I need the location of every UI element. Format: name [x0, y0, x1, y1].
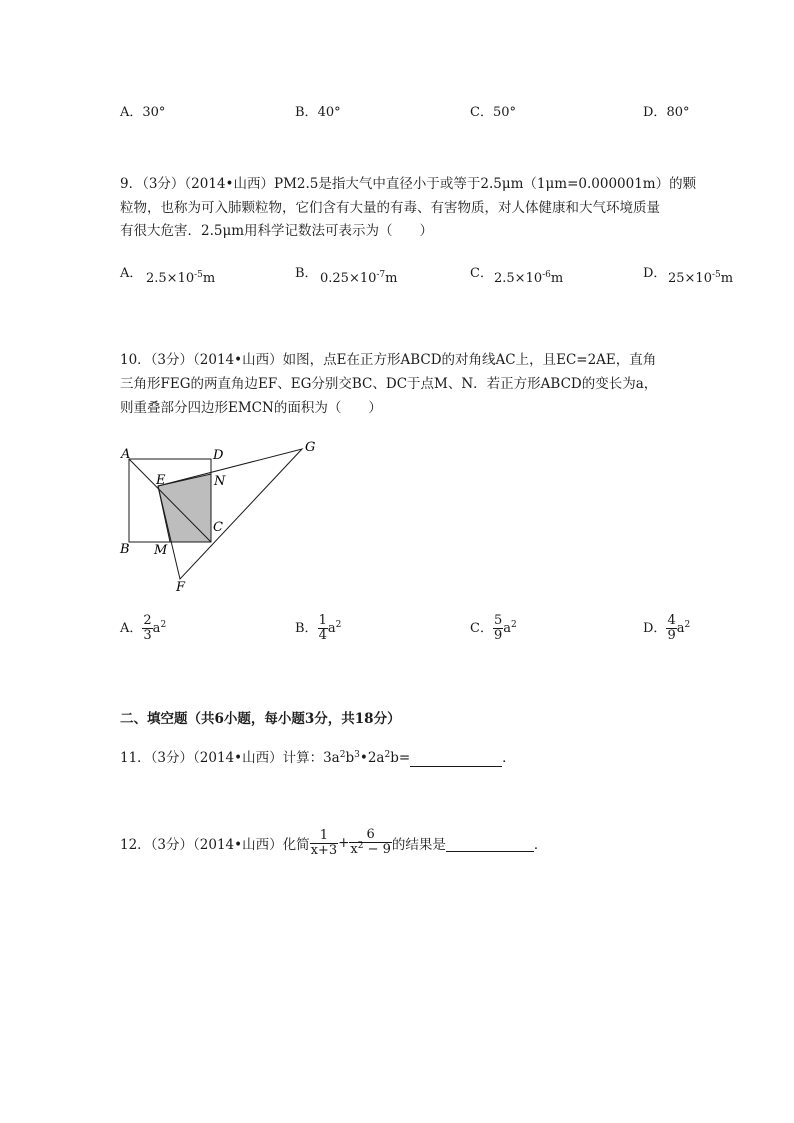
option-text: 30°	[142, 105, 166, 120]
q9-option-d	[643, 262, 666, 281]
question-12: 12．（3分）（2014•山西）化简 $\frac{1}{x+3}$ + $\frac{6}{x^2 - 9}$ 的结果是 ．	[120, 827, 548, 858]
section-2-heading: 二、填空题（共6小题，每小题3分，共18分）	[120, 711, 401, 727]
q8-option-b	[295, 101, 341, 120]
q12-answer-blank[interactable]	[446, 835, 534, 852]
q9-line-3: 有很大危害．2.5μm用科学记数法可表示为（ ）	[120, 223, 434, 239]
label-a: A	[121, 447, 131, 462]
q10-option-b: B． $\frac{1}{4}$ $a^2$	[295, 613, 342, 643]
q10-line-2: 三角形FEG的两直角边EF、EG分别交BC、DC于点M、N．若正方形ABCD的变长为a，	[120, 376, 658, 392]
q10-line-1: 10．（3分）（2014•山西）如图，点E在正方形ABCD的对角线AC上，且EC=2AE，直角	[120, 352, 657, 368]
fraction: $\frac{2}{3}$	[143, 613, 152, 643]
label-g: G	[305, 440, 316, 455]
option-text: 40°	[317, 105, 341, 120]
q9-line-2: 粒物，也称为可入肺颗粒物，它们含有大量的有毒、有害物质，对人体健康和大气环境质量	[120, 200, 660, 216]
q10-option-a: A． $\frac{2}{3}$ $a^2$	[120, 613, 167, 643]
label-n: N	[214, 474, 226, 489]
label-e: E	[156, 473, 166, 488]
q11-prefix: 11．（3分）（2014•山西）计算：3a	[120, 750, 340, 766]
question-11: 11．（3分）（2014•山西）计算：$3a^2b^3•2a^2b=$ ．	[120, 750, 516, 766]
label-d: D	[213, 448, 224, 463]
option-letter: D．	[643, 621, 667, 636]
option-text: 80°	[666, 105, 690, 120]
option-letter: C．	[470, 266, 493, 281]
fraction: $\frac{4}{9}$	[667, 613, 676, 643]
option-letter: C．	[470, 105, 493, 120]
q10-line-3: 则重叠部分四边形EMCN的面积为（ ）	[120, 400, 382, 416]
option-letter: B．	[295, 266, 318, 281]
q12-fraction-2: $\frac{6}{x^2 - 9}$	[350, 827, 391, 857]
q9-option-c-value: $2.5\times 10^{-6}m$	[494, 270, 564, 286]
q12-fraction-1: $\frac{1}{x+3}$	[310, 827, 338, 858]
option-letter: A．	[120, 266, 143, 281]
q12-prefix: 12．（3分）（2014•山西）化简	[120, 837, 310, 853]
q10-geometry-figure	[112, 436, 322, 596]
option-letter: D．	[643, 266, 667, 281]
q8-option-a	[120, 101, 165, 120]
option-text: 50°	[492, 105, 516, 120]
option-letter: C．	[470, 621, 493, 636]
q10-option-d: D． $\frac{4}{9}$ $a^2$	[643, 613, 691, 643]
q10-option-c: C． $\frac{5}{9}$ $a^2$	[470, 613, 517, 643]
q9-option-a	[120, 262, 142, 281]
fraction: $\frac{5}{9}$	[493, 613, 503, 643]
label-m: M	[154, 543, 168, 558]
q9-option-b	[295, 262, 318, 281]
option-letter: A．	[120, 105, 143, 120]
option-letter: B．	[295, 621, 318, 636]
label-c: C	[213, 520, 223, 535]
q9-option-d-value: $25\times 10^{-5}m$	[668, 270, 734, 286]
q9-option-a-value: $2.5\times 10^{-5}m$	[146, 270, 216, 286]
option-letter: D．	[643, 105, 667, 120]
q9-option-b-value: $0.25\times 10^{-7}m$	[320, 270, 398, 286]
option-letter: B．	[295, 105, 318, 120]
label-b: B	[120, 542, 130, 557]
q11-answer-blank[interactable]	[410, 750, 502, 767]
q8-option-c	[470, 101, 516, 120]
label-f: F	[176, 580, 186, 595]
fraction: $\frac{1}{4}$	[318, 613, 327, 643]
q8-option-d	[643, 101, 689, 120]
option-letter: A．	[120, 621, 143, 636]
q9-option-c	[470, 262, 493, 281]
q9-line-1: 9．（3分）（2014•山西）PM2.5是指大气中直径小于或等于2.5μm（1μm=0.000001m）的颗	[120, 176, 697, 192]
